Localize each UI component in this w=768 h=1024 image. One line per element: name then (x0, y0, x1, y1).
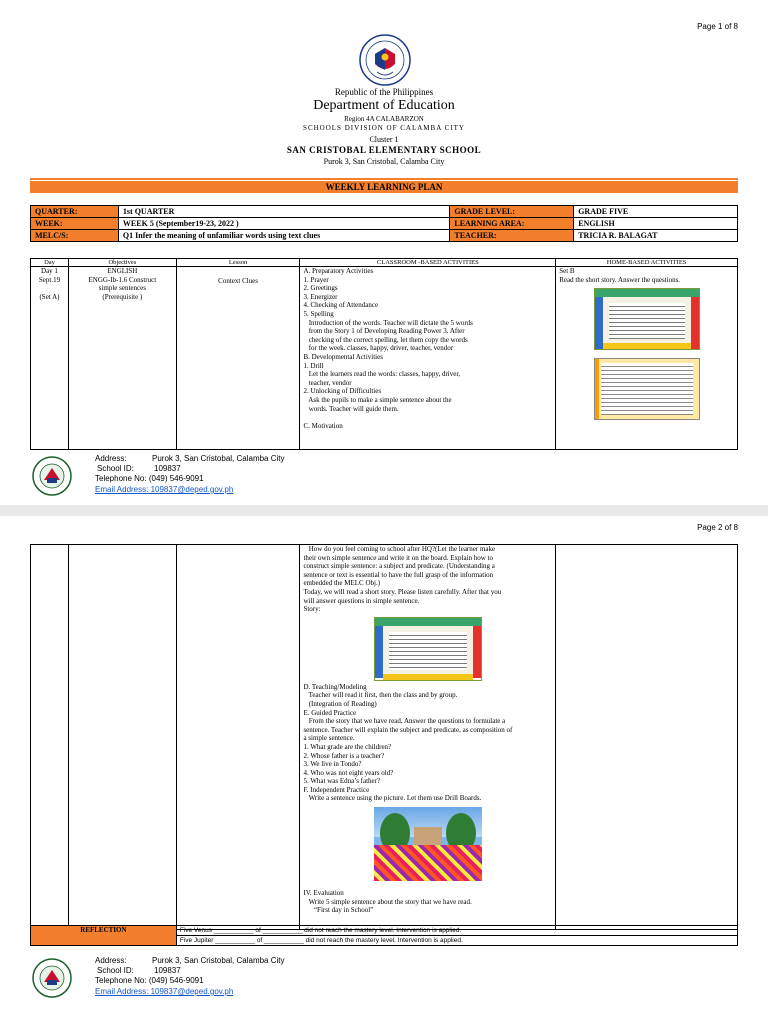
reflection-row-1 (31, 926, 738, 936)
melc-label: MELC/S: (31, 230, 119, 242)
objectives-cell (68, 545, 176, 930)
quarter-value: 1st QUARTER (118, 206, 449, 218)
school-name: SAN CRISTOBAL ELEMENTARY SCHOOL (286, 145, 482, 155)
home-activities-cell: Set B Read the short story. Answer the questions. (556, 267, 738, 450)
classroom-activities-cell: A. Preparatory Activities 1. Prayer 2. Greetings 3. Energizer 4. Checking of Attendance 5. Spelling Introduction of the words. Teacher will dictate the 5 words from the Story 1 of Developing Reading Power 3. After checking of the correct spelling, let them copy the words for the week. classes, happy, driver, teacher, vendor B. Developmental Activities 1. Drill Let the learners read the words: classes, happy, driver, teacher, vendor 2. Unlocking of Difficulties Ask the pupils to make a simple sentence about the words. Teacher will guide them. C. Motivation (300, 267, 556, 450)
week-label: WEEK: (31, 218, 119, 230)
info-row-week (31, 218, 738, 230)
page-footer (30, 454, 738, 498)
learning-area-value: ENGLISH (574, 218, 738, 230)
document-page-2 (0, 516, 768, 1024)
department-title: Department of Education (313, 98, 455, 113)
divider-bar (30, 178, 738, 180)
plan-info-table (30, 205, 738, 242)
melc-value: Q1 Infer the meaning of unfamiliar words using text clues (118, 230, 449, 242)
header-home-activities: HOME-BASED ACTIVITIES (556, 259, 738, 267)
day-cell: Day 1 Sept.19 (Set A) (31, 267, 69, 450)
reflection-venus: Five Venus ___________ of ___________ did not reach the mastery level. Intervention is applied. (176, 926, 737, 936)
day-cell (31, 545, 69, 930)
header-objectives: Objectives (68, 259, 176, 267)
home-activities-cell (556, 545, 738, 930)
lesson-cell (176, 545, 300, 930)
page-footer (30, 956, 738, 1000)
learning-area-label: LEARNING AREA: (450, 218, 574, 230)
cluster-line: Cluster 1 (369, 135, 399, 144)
activities-table-continued (30, 544, 738, 930)
footer-school-id: School ID: 109837 (97, 966, 181, 975)
email-link[interactable]: Email Address: 109837@deped.gov.ph (95, 987, 234, 996)
document-page-1 (0, 0, 768, 505)
footer-address: Address: Purok 3, San Cristobal, Calamba City (95, 454, 285, 463)
region-line: Region 4A CALABARZON (344, 115, 424, 123)
info-row-melc (31, 230, 738, 242)
activities-table (30, 258, 738, 450)
teacher-label: TEACHER: (450, 230, 574, 242)
division-line: SCHOOLS DIVISION OF CALAMBA CITY (303, 124, 465, 132)
page-gap (0, 505, 768, 516)
grade-level-label: GRADE LEVEL: (450, 206, 574, 218)
week-value: WEEK 5 (September19-23, 2022 ) (118, 218, 449, 230)
plan-title: WEEKLY LEARNING PLAN (30, 181, 738, 193)
story-image (374, 617, 482, 681)
school-seal-icon (32, 456, 72, 496)
deped-seal-icon (359, 34, 411, 86)
footer-telephone: Telephone No: (049) 546-9091 (95, 976, 204, 985)
page-number: Page 1 of 8 (697, 22, 738, 31)
school-seal-icon (32, 958, 72, 998)
email-link[interactable]: Email Address: 109837@deped.gov.ph (95, 485, 234, 494)
classroom-activities-cell: How do you feel coming to school after HQ?(Let the learner make their own simple sentence and write it on the board. Explain how to construct simple sentence: a subject and predicate. (Understanding a sentence or text is essential to have the full grasp of the information embedded the MELC Obj.) Today, we will read a short story. Please listen carefully. After that you will answer questions in simple sentence. Story: D. Teaching/Modeling Teacher will read it first, then the class and by group. (Integration of Reading) E. Guided Practice From the story that we have read, Answer the questions to formulate a sentence. Teacher will explain the subject and predicate, as composition of a simple sentence. 1. What grade are the children? 2. Whose father is a teacher? 3. We live in Tondo? 4. Who was not eight years old? 5. What was Edna’s father? F. Independent Practice Write a sentence using the picture. Let them use Drill Boards. IV. Evaluation Write 5 simple sentence about the story that we have read. “First day in School” (300, 545, 556, 930)
reflection-label: REFLECTION (31, 926, 177, 946)
republic-line: Republic of the Philippines (334, 87, 434, 97)
footer-address: Address: Purok 3, San Cristobal, Calamba City (95, 956, 285, 965)
grade-level-value: GRADE FIVE (574, 206, 738, 218)
header-lesson: Lesson (176, 259, 300, 267)
footer-telephone: Telephone No: (049) 546-9091 (95, 474, 204, 483)
footer-email (95, 987, 233, 997)
header-classroom-activities: CLASSROOM -BASED ACTIVITIES (300, 259, 556, 267)
quarter-label: QUARTER: (31, 206, 119, 218)
footer-school-id: School ID: 109837 (97, 464, 181, 473)
reflection-table (30, 925, 738, 946)
info-row-quarter (31, 206, 738, 218)
page-number: Page 2 of 8 (697, 523, 738, 532)
garden-picture (374, 807, 482, 881)
table-row (31, 545, 738, 930)
reflection-jupiter: Five Jupiter ___________ of ___________ did not reach the mastery level. Intervention is applied. (176, 936, 737, 946)
footer-email (95, 485, 233, 495)
header-day: Day (31, 259, 69, 267)
story-worksheet-image (594, 288, 700, 350)
lesson-cell: Context Clues (176, 267, 300, 450)
table-header-row (31, 259, 738, 267)
objectives-cell: ENGLISH ENGG-Ib-1.6 Construct simple sentences (Prerequisite ) (68, 267, 176, 450)
questions-worksheet-image (594, 358, 700, 420)
table-row (31, 267, 738, 450)
school-address: Purok 3, San Cristobal, Calamba City (323, 157, 445, 166)
teacher-value: TRICIA R. BALAGAT (574, 230, 738, 242)
